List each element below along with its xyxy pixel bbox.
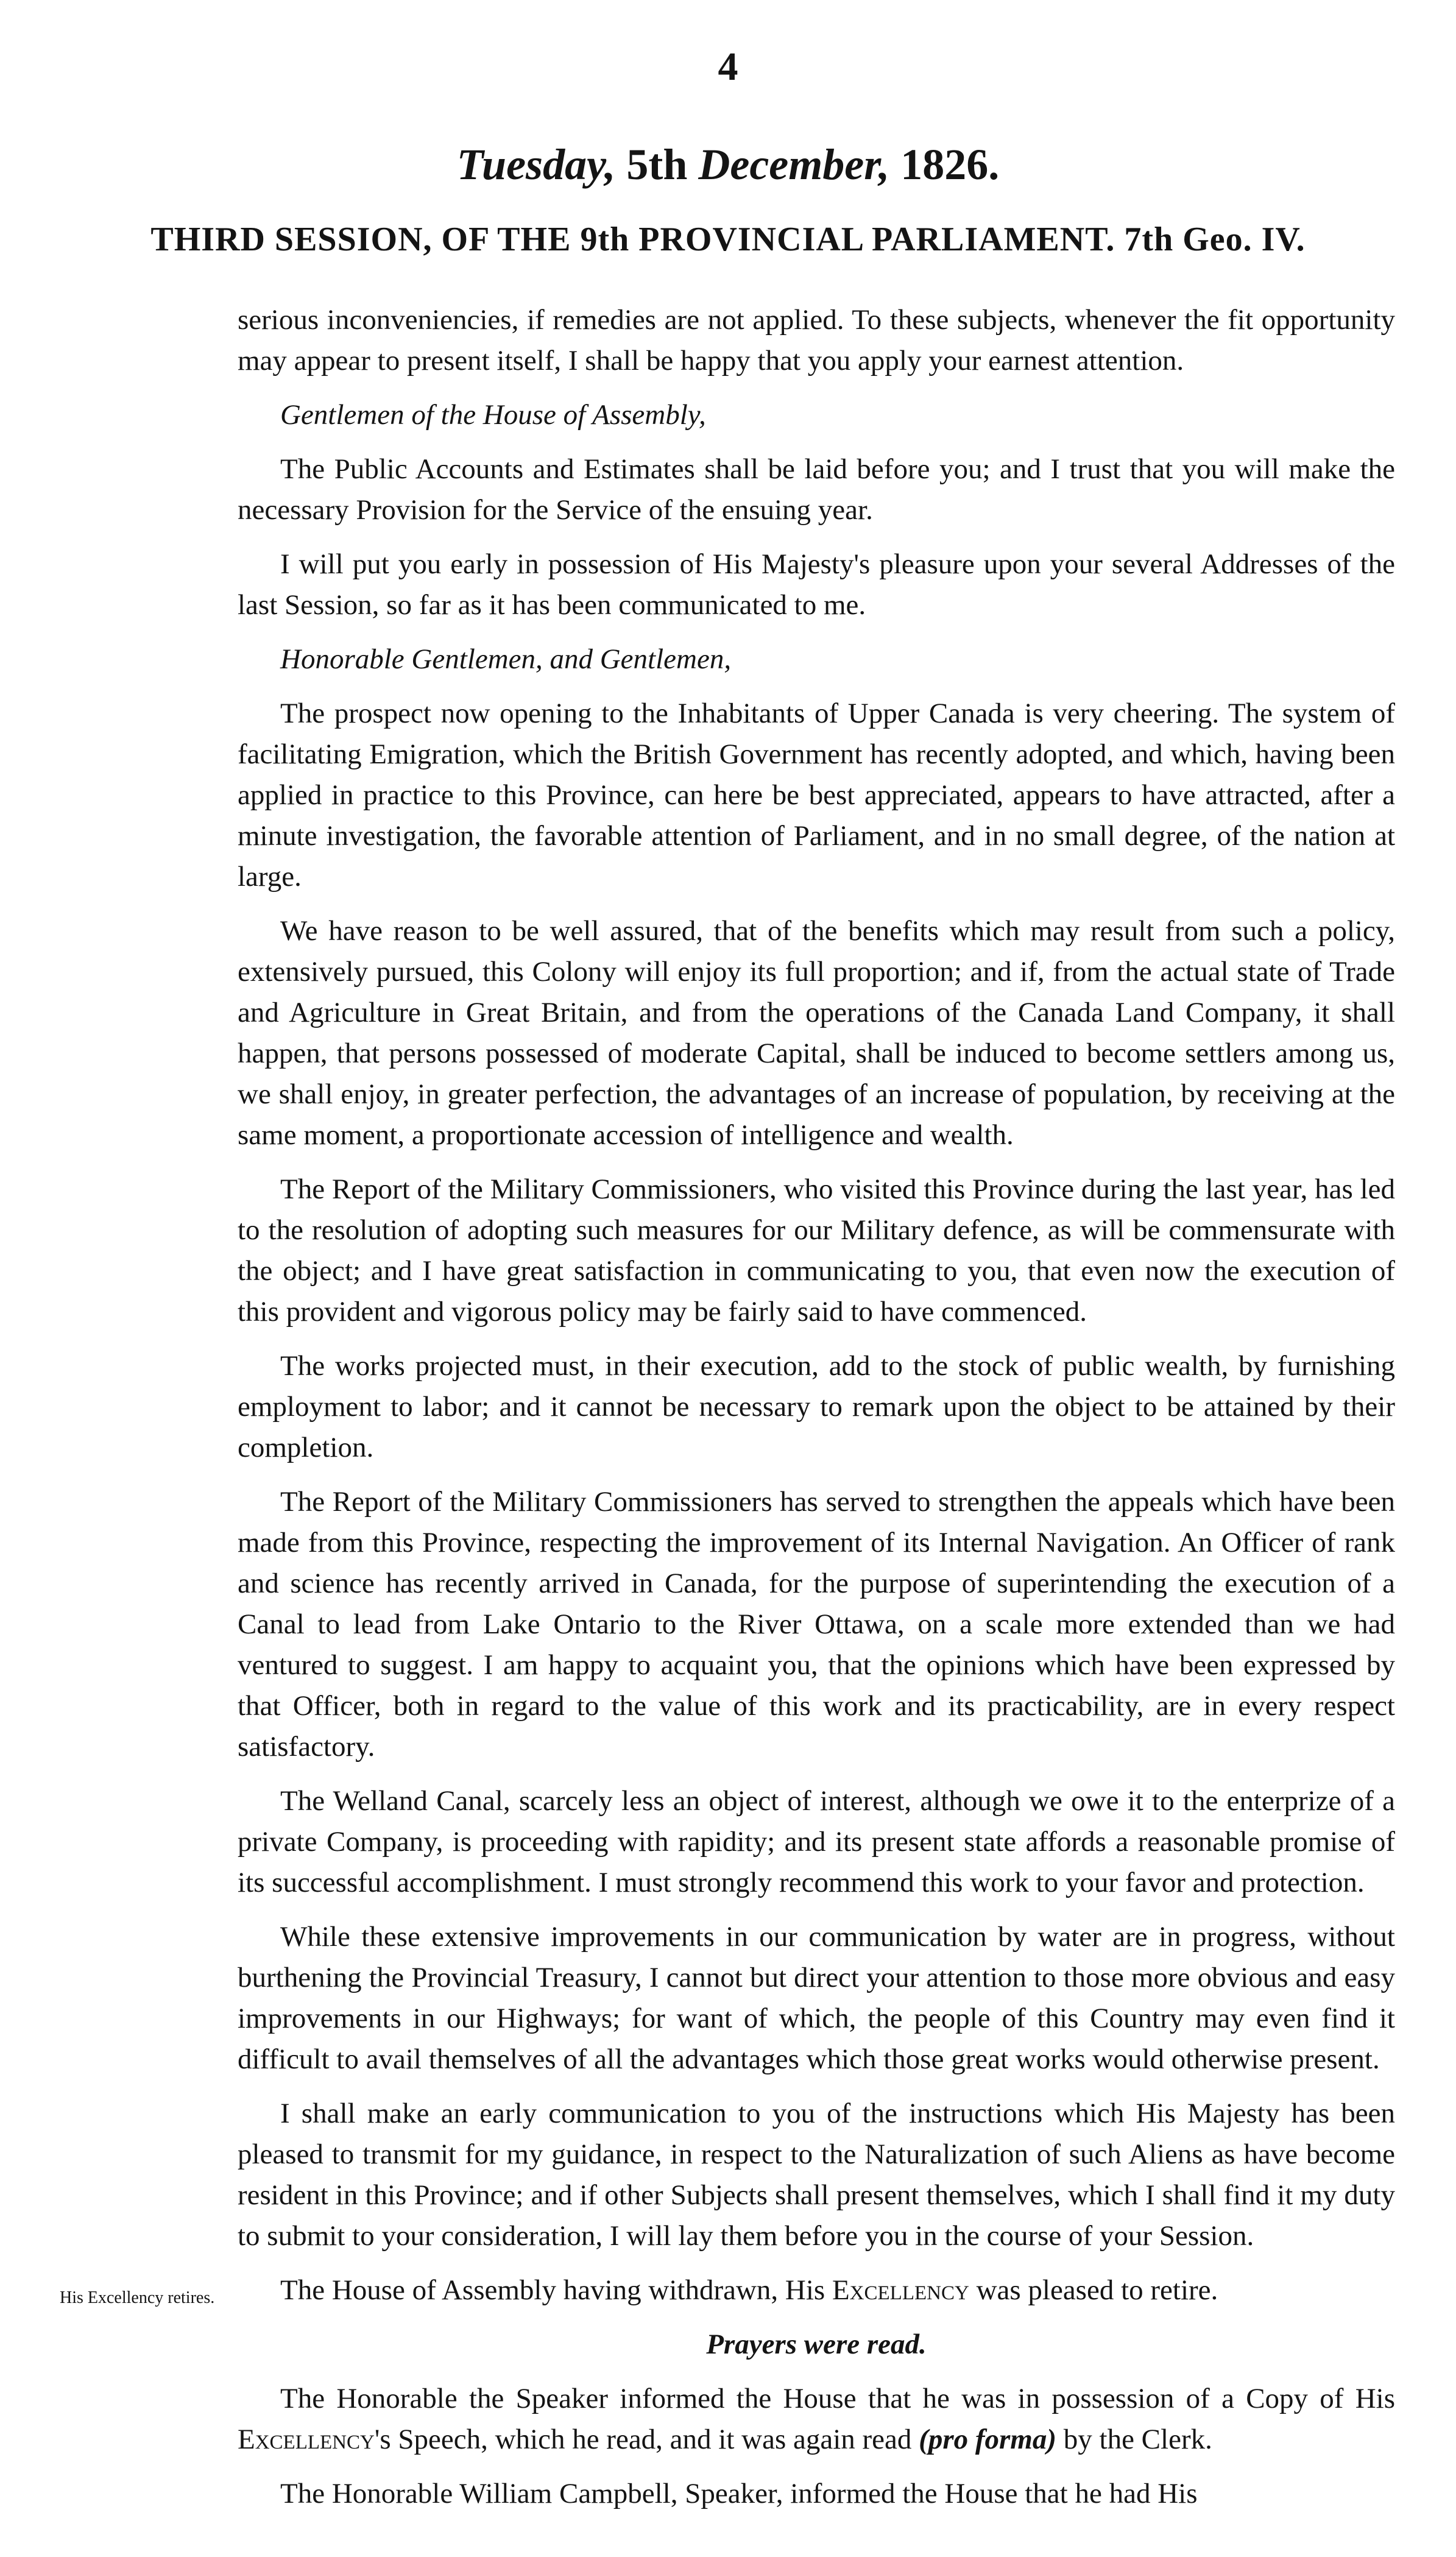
paragraph: We have reason to be well assured, that of the benefits which may result from such a policy, extensively pursued, this Colony will enjoy its full proportion; and if, from the actual state of Trade and Agriculture in Great Britain, and from the operations of the Canada Land Company, it shall happen, that persons possessed of moderate Capital, shall be induced to become settlers among us, we shall enjoy, in greater perfection, the advantages of an increase of population, by receiving at the same moment, a proportionate accession of intelligence and wealth. — [238, 915, 1395, 1151]
address-heading: Gentlemen of the House of Assembly, — [280, 399, 706, 431]
pro-forma-italic: (pro forma) — [919, 2424, 1057, 2455]
paragraph: I shall make an early communication to you of the instructions which His Majesty has been pleased to transmit for my guidance, in respect to the Naturalization of such Aliens as have become resident in this Province; and if other Subjects shall present themselves, which I shall find it my duty to submit to your consideration, I will lay them before you in the course of your Session. — [238, 2098, 1395, 2252]
prayers-heading: Prayers were read. — [706, 2329, 927, 2360]
date-weekday: Tuesday, — [456, 140, 616, 189]
paragraph-retire — [238, 2270, 1395, 2311]
paragraph: The works projected must, in their execution, add to the stock of public wealth, by furnishing employment to labor; and it cannot be necessary to remark upon the object to be attained by their completion. — [238, 1350, 1395, 1463]
paragraph: I will put you early in possession of His Majesty's pleasure upon your several Addresses of the last Session, so far as it has been communicated to me. — [238, 548, 1395, 621]
paragraph: The Welland Canal, scarcely less an object of interest, although we owe it to the enterprize of a private Company, is proceeding with rapidity; and its present state affords a reasonable promise of its successful accomplishment. I must strongly recommend this work to your favor and protection. — [238, 1785, 1395, 1898]
small-caps-excellency: Excellency — [832, 2274, 969, 2306]
page-number: 4 — [718, 44, 738, 89]
text-run: The House of Assembly having withdrawn, His — [280, 2274, 832, 2306]
small-caps-excellency: Excellency — [238, 2424, 375, 2455]
session-title: THIRD SESSION, OF THE 9th PROVINCIAL PARLIAMENT. 7th Geo. IV. — [150, 221, 1306, 258]
date-day-number: 5th — [626, 140, 688, 189]
paragraph: The Report of the Military Commissioners has served to strengthen the appeals which have been made from this Province, respecting the improvement of its Internal Navigation. An Officer of rank and science has recently arrived in Canada, for the purpose of superintending the execution of a Canal to lead from Lake Ontario to the River Ottawa, on a scale more extended than we had ventured to suggest. I am happy to acquaint you, that the opinions which have been expressed by that Officer, both in regard to the value of this work and its practicability, are in every respect satisfactory. — [238, 1486, 1395, 1763]
margin-note: His Excellency retires. — [60, 2288, 215, 2307]
date-year: 1826. — [900, 140, 1000, 189]
text-run: The Honorable the Speaker informed the House that he was in possession of a Copy of His — [280, 2383, 1395, 2414]
address-heading: Honorable Gentlemen, and Gentlemen, — [280, 643, 732, 675]
paragraph: The prospect now opening to the Inhabitants of Upper Canada is very cheering. The system of facilitating Emigration, which the British Government has recently adopted, and which, having been applied in practice to this Province, can here be best appreciated, appears to have attracted, after a minute investigation, the favorable attention of Parliament, and in no small degree, of the nation at large. — [238, 698, 1395, 893]
text-run: was pleased to retire. — [969, 2274, 1218, 2306]
paragraph-speech-copy — [238, 2378, 1395, 2460]
paragraph: serious inconveniencies, if remedies are not applied. To these subjects, whenever the fit opportunity may appear to present itself, I shall be happy that you apply your earnest attention. — [238, 304, 1395, 377]
paragraph: The Honorable William Campbell, Speaker, informed the House that he had His — [280, 2478, 1198, 2509]
text-run: by the Clerk. — [1056, 2424, 1212, 2455]
date-heading — [0, 137, 1456, 192]
body-text — [238, 300, 1395, 2528]
text-run: 's Speech, which he read, and it was again read — [374, 2424, 919, 2455]
date-month: December, — [698, 140, 890, 189]
paragraph: While these extensive improvements in our communication by water are in progress, without burthening the Provincial Treasury, I cannot but direct your attention to those more obvious and easy improvements in our Highways; for want of which, the people of this Country may even find it difficult to avail themselves of all the advantages which those great works would otherwise present. — [238, 1921, 1395, 2075]
paragraph: The Public Accounts and Estimates shall be laid before you; and I trust that you will make the necessary Provision for the Service of the ensuing year. — [238, 453, 1395, 526]
paragraph: The Report of the Military Commissioners, who visited this Province during the last year, has led to the resolution of adopting such measures for our Military defence, as will be commensurate with the object; and I have great satisfaction in communicating to you, that even now the execution of this provident and vigorous policy may be fairly said to have commenced. — [238, 1173, 1395, 1328]
